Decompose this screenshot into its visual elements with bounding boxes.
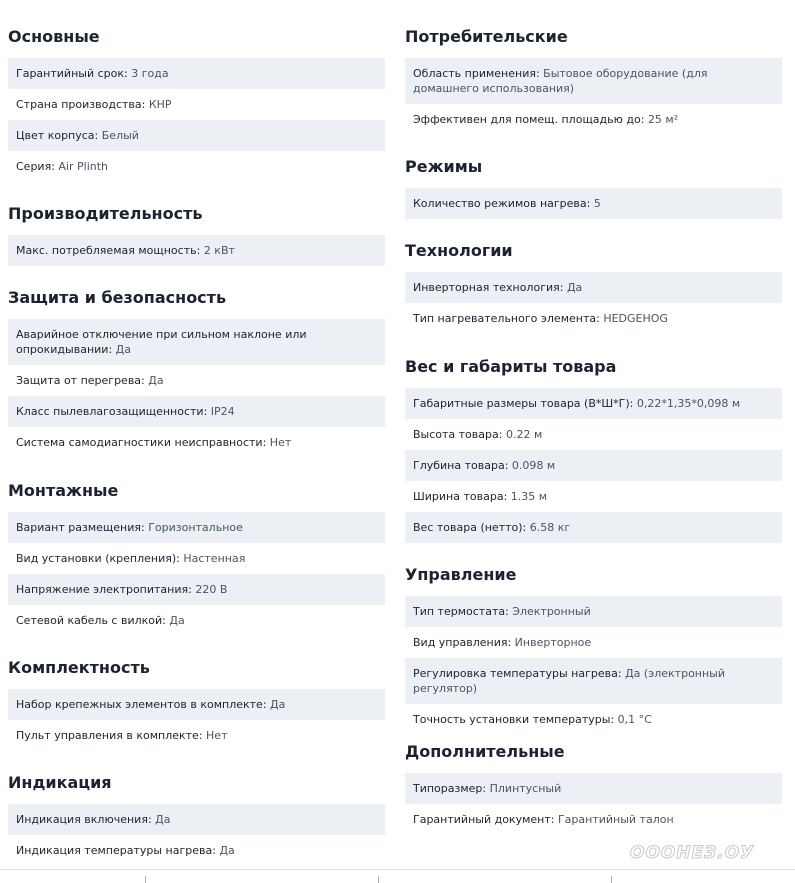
spec-separator: :: [108, 343, 116, 356]
spec-rows: [8, 689, 385, 751]
section-title: Управление: [405, 565, 517, 584]
spec-key: Аварийное отключение при сильном наклоне или опрокидывании: [16, 328, 307, 356]
spec-value: 1.35 м: [510, 490, 548, 503]
section-title: Вес и габариты товара: [405, 357, 617, 376]
footer-tick: [378, 876, 379, 883]
spec-row: [8, 574, 385, 605]
spec-row: [405, 512, 782, 543]
spec-separator: :: [482, 782, 490, 795]
spec-separator: :: [176, 552, 184, 565]
spec-value: IP24: [210, 405, 235, 418]
spec-separator: :: [550, 813, 558, 826]
spec-key: Гарантийный срок: [16, 67, 124, 80]
spec-rows: [405, 773, 782, 835]
spec-key: Пульт управления в комплекте: [16, 729, 199, 742]
spec-row: [8, 720, 385, 751]
spec-value: 5: [593, 197, 601, 210]
spec-key: Напряжение электропитания: [16, 583, 189, 596]
spec-separator: :: [504, 459, 512, 472]
spec-separator: :: [140, 521, 149, 534]
spec-value: Электронный: [512, 605, 591, 618]
spec-row: [8, 427, 385, 458]
spec-value: Белый: [101, 129, 139, 142]
footer-tick: [145, 876, 146, 883]
spec-value: Плинтусный: [489, 782, 562, 795]
spec-separator: :: [203, 405, 211, 418]
spec-key: Сетевой кабель с вилкой: [16, 614, 163, 627]
spec-value: Air Plinth: [58, 160, 109, 173]
spec-value: 0,22*1,35*0,098 м: [636, 397, 741, 410]
spec-separator: :: [141, 374, 149, 387]
spec-row: [8, 804, 385, 835]
spec-value: Да: [115, 343, 131, 356]
spec-key: Вес товара (нетто): [413, 521, 523, 534]
spec-row: [8, 835, 385, 866]
spec-key: Индикация включения: [16, 813, 148, 826]
spec-key: Глубина товара: [413, 459, 505, 472]
section-title: Потребительские: [405, 27, 568, 46]
spec-key: Тип нагревательного элемента: [413, 312, 597, 325]
footer-divider: [0, 869, 795, 870]
spec-row: [8, 235, 385, 266]
spec-separator: :: [147, 813, 156, 826]
spec-separator: :: [94, 129, 102, 142]
spec-row: [405, 188, 782, 219]
spec-row: [8, 605, 385, 636]
section-title: Индикация: [8, 773, 112, 792]
spec-separator: :: [162, 614, 170, 627]
spec-key: Типоразмер: [413, 782, 483, 795]
spec-rows: [8, 235, 385, 266]
spec-separator: :: [507, 636, 515, 649]
spec-row: [405, 627, 782, 658]
spec-key: Серия: [16, 160, 52, 173]
spec-row: [405, 419, 782, 450]
spec-value: Да (электронный регулятор): [413, 667, 726, 695]
spec-row: [405, 704, 782, 735]
spec-value: Инверторное: [514, 636, 592, 649]
spec-section: [8, 205, 385, 266]
section-title: Режимы: [405, 157, 483, 176]
spec-value: Горизонтальное: [148, 521, 243, 534]
spec-key: Вид управления: [413, 636, 508, 649]
spec-value: 25 м²: [647, 113, 679, 126]
spec-rows: [405, 58, 782, 135]
spec-separator: :: [640, 113, 648, 126]
spec-section: [405, 28, 782, 135]
spec-value: Да: [566, 281, 583, 294]
spec-value: Да: [270, 698, 286, 711]
section-title: Основные: [8, 27, 100, 46]
spec-value: 0,1 °С: [617, 713, 652, 726]
spec-row: [405, 58, 782, 104]
spec-key: Точность установки температуры: [413, 713, 611, 726]
spec-key: Индикация температуры нагрева: [16, 844, 213, 857]
spec-row: [8, 689, 385, 720]
spec-section: [8, 774, 385, 866]
spec-separator: :: [141, 98, 149, 111]
spec-key: Высота товара: [413, 428, 499, 441]
spec-key: Регулировка температуры нагрева: [413, 667, 618, 680]
spec-value: Нет: [206, 729, 228, 742]
spec-row: [405, 388, 782, 419]
spec-row: [8, 120, 385, 151]
spec-value: Да: [148, 374, 164, 387]
spec-row: [8, 543, 385, 574]
spec-separator: :: [188, 583, 196, 596]
spec-key: Инверторная технология: [413, 281, 560, 294]
spec-row: [405, 450, 782, 481]
spec-value: 6.58 кг: [529, 521, 571, 534]
spec-section: [8, 28, 385, 182]
spec-key: Класс пылевлагозащищенности: [16, 405, 204, 418]
spec-section: [405, 158, 782, 219]
spec-row: [405, 596, 782, 627]
spec-separator: :: [535, 67, 544, 80]
spec-separator: :: [586, 197, 594, 210]
spec-separator: :: [596, 312, 604, 325]
spec-separator: :: [505, 605, 513, 618]
spec-key: Габаритные размеры товара (В*Ш*Г): [413, 397, 630, 410]
spec-value: Нет: [269, 436, 292, 449]
section-title: Дополнительные: [405, 742, 565, 761]
spec-row: [405, 773, 782, 804]
spec-row: [405, 104, 782, 135]
spec-rows: [8, 58, 385, 182]
spec-row: [405, 303, 782, 334]
spec-value: Да: [155, 813, 171, 826]
spec-separator: :: [262, 436, 270, 449]
spec-rows: [8, 319, 385, 458]
spec-key: Гарантийный документ: [413, 813, 551, 826]
spec-separator: :: [629, 397, 637, 410]
spec-key: Макс. потребляемая мощность: [16, 244, 197, 257]
spec-separator: :: [610, 713, 618, 726]
spec-value: 220 В: [195, 583, 228, 596]
spec-row: [405, 272, 782, 303]
spec-key: Ширина товара: [413, 490, 504, 503]
spec-row: [8, 365, 385, 396]
spec-separator: :: [559, 281, 567, 294]
site-watermark: ОООНЕЗ.ОУ: [630, 843, 755, 863]
spec-separator: :: [617, 667, 626, 680]
spec-rows: [405, 388, 782, 543]
spec-section: [8, 289, 385, 458]
spec-key: Тип термостата: [413, 605, 506, 618]
spec-value: 2 кВт: [203, 244, 235, 257]
spec-value: Гарантийный талон: [557, 813, 674, 826]
spec-separator: :: [124, 67, 132, 80]
footer-tick: [611, 876, 612, 883]
spec-rows: [405, 188, 782, 219]
section-title: Защита и безопасность: [8, 288, 227, 307]
spec-section: [405, 566, 782, 735]
spec-value: HEDGEHOG: [603, 312, 668, 325]
spec-key: Страна производства: [16, 98, 142, 111]
spec-row: [8, 151, 385, 182]
spec-separator: :: [196, 244, 204, 257]
spec-row: [8, 89, 385, 120]
spec-value: 0.098 м: [511, 459, 556, 472]
spec-value: Да: [169, 614, 185, 627]
spec-value: 3 года: [131, 67, 169, 80]
spec-key: Эффективен для помещ. площадью до: [413, 113, 641, 126]
spec-row: [405, 658, 782, 704]
spec-separator: :: [262, 698, 271, 711]
spec-section: [8, 482, 385, 636]
spec-separator: :: [51, 160, 59, 173]
spec-key: Набор крепежных элементов в комплекте: [16, 698, 263, 711]
spec-row: [8, 512, 385, 543]
spec-separator: :: [498, 428, 506, 441]
section-title: Монтажные: [8, 481, 119, 500]
spec-separator: :: [503, 490, 511, 503]
spec-row: [8, 319, 385, 365]
spec-key: Защита от перегрева: [16, 374, 142, 387]
spec-rows: [8, 512, 385, 636]
spec-key: Количество режимов нагрева: [413, 197, 587, 210]
spec-rows: [405, 596, 782, 735]
spec-row: [405, 481, 782, 512]
spec-row: [8, 58, 385, 89]
spec-value: Бытовое оборудование (для домашнего использования): [413, 67, 708, 95]
spec-section: [405, 242, 782, 334]
section-title: Производительность: [8, 204, 203, 223]
spec-rows: [405, 272, 782, 334]
spec-value: Да: [219, 844, 235, 857]
spec-key: Вид установки (крепления): [16, 552, 177, 565]
spec-value: КНР: [148, 98, 172, 111]
spec-section: [405, 743, 782, 835]
spec-key: Вариант размещения: [16, 521, 141, 534]
spec-row: [8, 396, 385, 427]
spec-key: Цвет корпуса: [16, 129, 95, 142]
spec-section: [405, 358, 782, 543]
section-title: Комплектность: [8, 658, 150, 677]
spec-value: Настенная: [183, 552, 246, 565]
spec-separator: :: [212, 844, 220, 857]
spec-section: [8, 659, 385, 751]
spec-value: 0.22 м: [505, 428, 543, 441]
spec-separator: :: [198, 729, 207, 742]
spec-row: [405, 804, 782, 835]
spec-key: Система самодиагностики неисправности: [16, 436, 263, 449]
spec-separator: :: [522, 521, 530, 534]
spec-key: Область применения: [413, 67, 536, 80]
section-title: Технологии: [405, 241, 513, 260]
spec-rows: [8, 804, 385, 866]
